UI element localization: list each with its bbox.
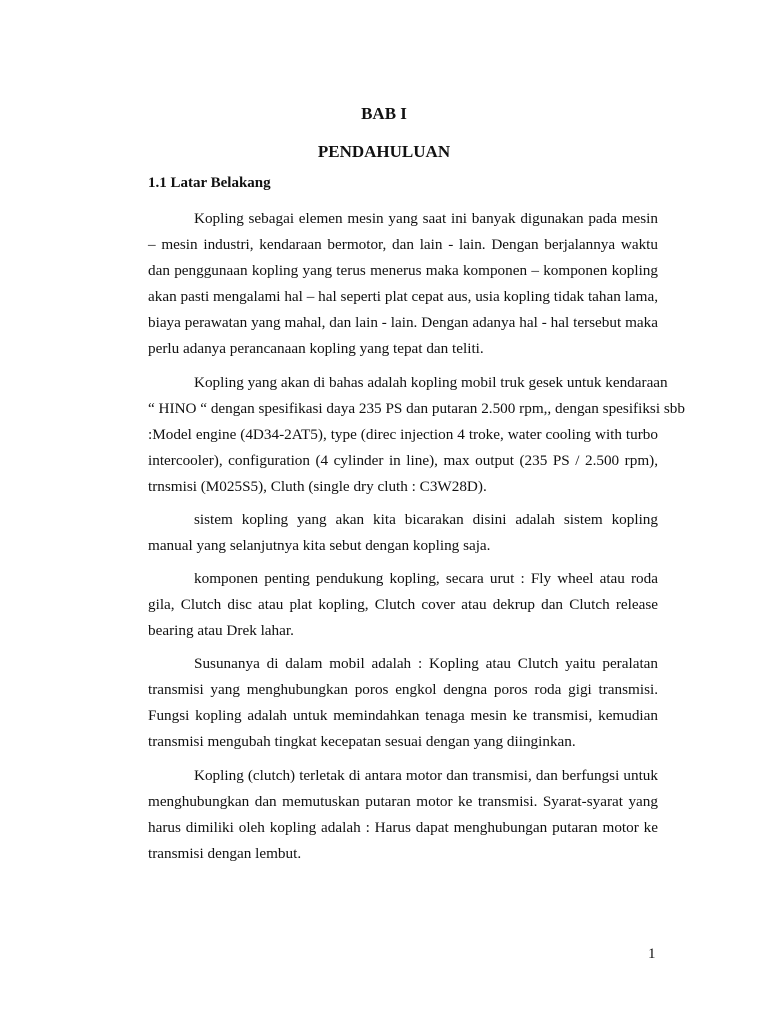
chapter-title: PENDAHULUAN xyxy=(317,142,451,161)
text-line: “ HINO “ dengan spesifikasi daya 235 PS dan putaran 2.500 rpm,, dengan spesifiksi sbb xyxy=(148,400,685,417)
text-line: Susunanya di dalam mobil adalah : Kopling atau Clutch yaitu peralatan xyxy=(194,655,658,672)
paragraph xyxy=(148,651,658,755)
text-line: intercooler), configuration (4 cylinder in line), max output (235 PS / 2.500 rpm), xyxy=(148,452,658,469)
text-line: manual yang selanjutnya kita sebut dengan kopling saja. xyxy=(148,537,491,554)
text-line: trnsmisi (M025S5), Cluth (single dry cluth : C3W28D). xyxy=(148,478,487,495)
paragraph xyxy=(148,507,658,559)
text-line: perlu adanya perancanaan kopling yang tepat dan teliti. xyxy=(148,340,484,357)
section-title: 1.1 Latar Belakang xyxy=(148,175,271,191)
text-line: harus dimiliki oleh kopling adalah : Harus dapat menghubungan putaran motor ke xyxy=(148,819,658,836)
text-line: bearing atau Drek lahar. xyxy=(148,622,294,639)
text-line: – mesin industri, kendaraan bermotor, dan lain - lain. Dengan berjalannya waktu xyxy=(148,236,658,253)
text-line: transmisi yang menghubungkan poros engkol dengna poros roda gigi transmisi. xyxy=(148,681,658,698)
text-line: menghubungkan dan memutuskan putaran motor ke transmisi. Syarat-syarat yang xyxy=(148,793,658,810)
text-line: :Model engine (4D34-2AT5), type (direc injection 4 troke, water cooling with turbo xyxy=(148,426,658,443)
paragraph xyxy=(148,206,658,362)
text-line: akan pasti mengalami hal – hal seperti plat cepat aus, usia kopling tidak tahan lama, xyxy=(148,288,658,305)
text-line: transmisi dengan lembut. xyxy=(148,845,302,862)
paragraph xyxy=(148,763,658,867)
text-line: Kopling sebagai elemen mesin yang saat ini banyak digunakan pada mesin xyxy=(194,210,658,227)
text-line: sistem kopling yang akan kita bicarakan disini adalah sistem kopling xyxy=(194,511,658,528)
page-number: 1 xyxy=(648,946,656,962)
text-line: transmisi mengubah tingkat kecepatan sesuai dengan yang diinginkan. xyxy=(148,733,576,750)
text-line: biaya perawatan yang mahal, dan lain - lain. Dengan adanya hal - hal tersebut maka xyxy=(148,314,658,331)
text-line: dan penggunaan kopling yang terus menerus maka komponen – komponen kopling xyxy=(148,262,658,279)
chapter-heading: BAB I xyxy=(361,104,407,123)
text-line: gila, Clutch disc atau plat kopling, Clutch cover atau dekrup dan Clutch release xyxy=(148,596,658,613)
text-line: komponen penting pendukung kopling, secara urut : Fly wheel atau roda xyxy=(194,570,658,587)
text-line: Kopling yang akan di bahas adalah kopling mobil truk gesek untuk kendaraan xyxy=(194,374,668,391)
text-line: Kopling (clutch) terletak di antara motor dan transmisi, dan berfungsi untuk xyxy=(194,767,658,784)
paragraph xyxy=(148,370,685,500)
text-line: Fungsi kopling adalah untuk memindahkan tenaga mesin ke transmisi, kemudian xyxy=(148,707,658,724)
paragraph xyxy=(148,566,658,644)
